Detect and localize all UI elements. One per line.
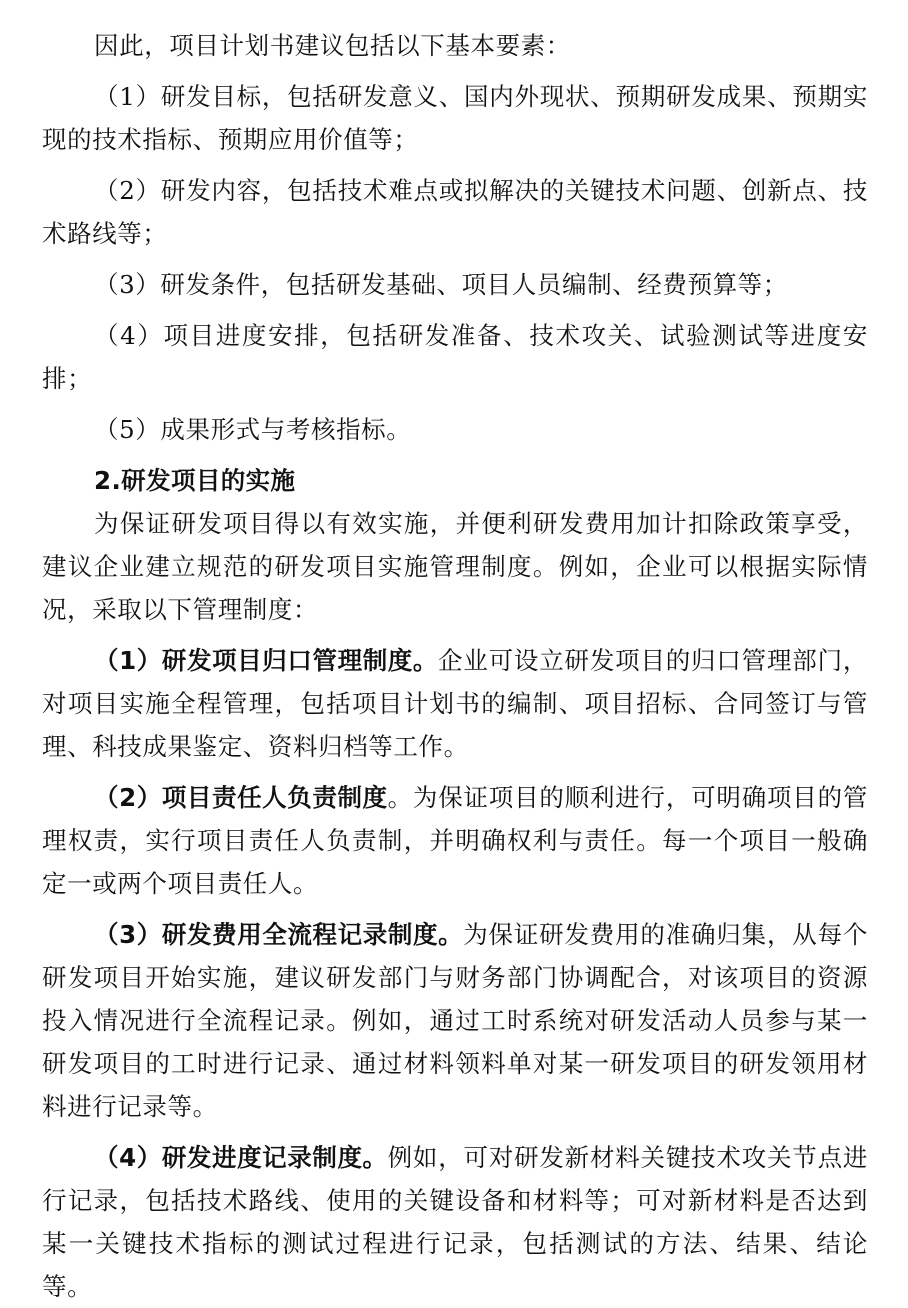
- rule-title-4: （4）研发进度记录制度。: [94, 1143, 388, 1172]
- rule-title-3: （3）研发费用全流程记录制度。: [94, 920, 464, 949]
- rule-body-4: 例如，可对研发新材料关键技术攻关节点进行记录，包括技术路线、使用的关键设备和材料等；可对新材料是否达到某一关键技术指标的测试过程进行记录，包括测试的方法、结果、结论等。: [42, 1143, 868, 1301]
- rule-paragraph-2: [42, 776, 868, 905]
- rule-body-3: 为保证研发费用的准确归集，从每个研发项目开始实施，建议研发部门与财务部门协调配合，对该项目的资源投入情况进行全流程记录。例如，通过工时系统对研发活动人员参与某一研发项目的工时进行记录、通过材料领料单对某一研发项目的研发领用材料进行记录等。: [42, 920, 868, 1121]
- document-page: [42, 24, 868, 1308]
- section-heading: 2.研发项目的实施: [94, 466, 296, 495]
- plan-element-3: （3）研发条件，包括研发基础、项目人员编制、经费预算等；: [94, 270, 788, 299]
- rule-title-2: （2）项目责任人负责制度: [94, 783, 388, 812]
- section-intro: 为保证研发项目得以有效实施，并便利研发费用加计扣除政策享受，建议企业建立规范的研发项目实施管理制度。例如，企业可以根据实际情况，采取以下管理制度：: [42, 509, 868, 624]
- plan-element-2: （2）研发内容，包括技术难点或拟解决的关键技术问题、创新点、技术路线等；: [42, 176, 868, 248]
- rule-paragraph-3: [42, 913, 868, 1128]
- plan-element-1: （1）研发目标，包括研发意义、国内外现状、预期研发成果、预期实现的技术指标、预期应用价值等；: [42, 82, 868, 154]
- rule-paragraph-4: [42, 1136, 868, 1308]
- rule-paragraph-1: [42, 639, 868, 768]
- rule-body-2: 。为保证项目的顺利进行，可明确项目的管理权责，实行项目责任人负责制，并明确权利与责任。每一个项目一般确定一或两个项目责任人。: [42, 783, 868, 898]
- rule-title-1: （1）研发项目归口管理制度。: [94, 646, 439, 675]
- rule-body-1: 企业可设立研发项目的归口管理部门，对项目实施全程管理，包括项目计划书的编制、项目招标、合同签订与管理、科技成果鉴定、资料归档等工作。: [42, 646, 868, 761]
- intro-lead: 因此，项目计划书建议包括以下基本要素：: [94, 31, 571, 60]
- plan-element-5: （5）成果形式与考核指标。: [94, 415, 412, 444]
- plan-element-4: （4）项目进度安排，包括研发准备、技术攻关、试验测试等进度安排；: [42, 321, 868, 393]
